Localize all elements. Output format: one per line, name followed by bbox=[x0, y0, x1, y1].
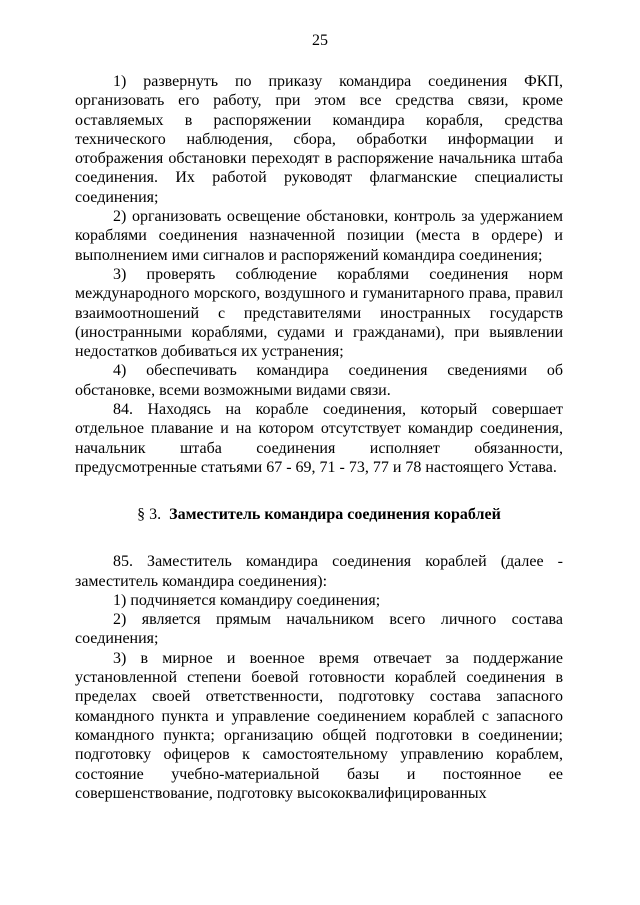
paragraph-item-1: 1) развернуть по приказу командира соединения ФКП, организовать его работу, при этом все средства связи, кроме оставляемых в распоряжении командира корабля, средства технического наблюдения, сбора, обработки информации и отображения обстановки переходят в распоряжение начальника штаба соединения. Их работой руководят флагманские специалисты соединения; bbox=[75, 73, 563, 206]
paragraph-item-2: 2) является прямым начальником всего личного состава соединения; bbox=[75, 611, 563, 648]
paragraph-item-4: 4) обеспечивать командира соединения сведениями об обстановке, всеми возможными видами связи. bbox=[75, 362, 563, 399]
paragraph-item-2: 2) организовать освещение обстановки, контроль за удержанием кораблями соединения назначенной позиции (места в ордере) и выполнением ими сигналов и распоряжений командира соединения; bbox=[75, 208, 563, 264]
section-number: § 3. bbox=[137, 506, 162, 524]
section-heading bbox=[75, 505, 563, 525]
paragraph-article-84: 84. Находясь на корабле соединения, который совершает отдельное плавание и на котором отсутствует командир соединения, начальник штаба соединения исполняет обязанности, предусмотренные статьями 67 - 69, 71 - 73, 77 и 78 настоящего Устава. bbox=[75, 401, 563, 476]
page-number: 25 bbox=[312, 32, 328, 49]
document-body bbox=[75, 72, 563, 803]
paragraph-item-3: 3) в мирное и военное время отвечает за поддержание установленной степени боевой готовности кораблей соединения в пределах своей ответственности, подготовку состава запасного командного пункта и управление соединением кораблей с запасного командного пункта; организацию общей подготовки в соединении; подготовку офицеров к самостоятельному управлению кораблем, состояние учебно-материальной базы и постоянное ее совершенствование, подготовку высококвалифицированных bbox=[75, 649, 563, 802]
paragraph-article-85: 85. Заместитель командира соединения кораблей (далее - заместитель командира соединения): bbox=[75, 553, 563, 590]
paragraph-item-1: 1) подчиняется командиру соединения; bbox=[113, 591, 381, 609]
paragraph-item-3: 3) проверять соблюдение кораблями соединения норм международного морского, воздушного и гуманитарного права, правил взаимоотношений с представителями иностранных государств (иностранными кораблями, судами и гражданами), при выявлении недостатков добиваться их устранения; bbox=[75, 265, 563, 361]
section-title: Заместитель командира соединения кораблей bbox=[169, 506, 501, 524]
